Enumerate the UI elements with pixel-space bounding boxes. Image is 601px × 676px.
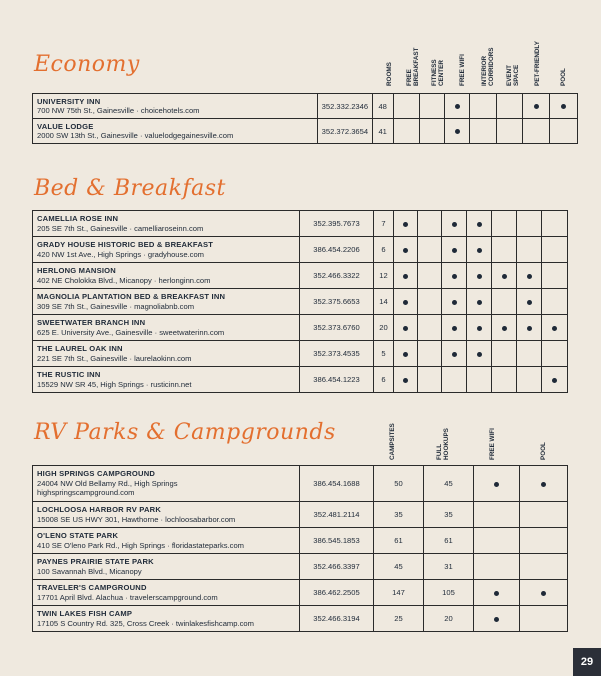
col-fitness-center: FITNESS CENTER	[431, 59, 445, 86]
amenity-cell	[470, 119, 497, 144]
amenity-cell	[470, 94, 497, 119]
amenity-cell	[520, 502, 568, 528]
phone-cell: 352.372.3654	[317, 119, 372, 144]
amenity-cell	[394, 237, 418, 263]
amenity-dot-icon	[403, 378, 408, 383]
amenity-cell	[520, 466, 568, 502]
amenity-cell	[497, 119, 523, 144]
amenity-cell	[474, 466, 520, 502]
amenity-cell	[442, 289, 467, 315]
property-address: 625 E. University Ave., Gainesville · sweetwaterinn.com	[37, 327, 225, 337]
phone-cell: 352.466.3397	[300, 554, 374, 580]
property-address: 15008 SE US HWY 301, Hawthorne · lochloosabarbor.com	[37, 514, 236, 524]
page-number: 29	[573, 648, 601, 676]
amenity-cell	[520, 606, 568, 632]
property-name: O'LENO STATE PARK	[37, 531, 119, 540]
amenity-cell	[542, 263, 568, 289]
col-event-space: EVENT SPACE	[506, 64, 520, 86]
table-row	[33, 315, 568, 341]
amenity-cell	[517, 367, 542, 393]
phone-cell: 352.481.2114	[300, 502, 374, 528]
property-address: 100 Savannah Blvd., Micanopy	[37, 566, 142, 576]
amenity-cell	[394, 289, 418, 315]
amenity-dot-icon	[455, 129, 460, 134]
property-address: 24004 NW Old Bellamy Rd., High Springs	[37, 478, 178, 488]
amenity-cell	[474, 554, 520, 580]
campsites-cell: 35	[374, 502, 424, 528]
amenity-dot-icon	[494, 617, 499, 622]
amenity-cell	[394, 367, 418, 393]
amenity-dot-icon	[534, 104, 539, 109]
amenity-cell	[467, 341, 492, 367]
hookups-cell: 45	[424, 466, 474, 502]
hookups-cell: 20	[424, 606, 474, 632]
rooms-cell: 41	[372, 119, 393, 144]
amenity-cell	[420, 119, 445, 144]
property-name: PAYNES PRAIRIE STATE PARK	[37, 557, 154, 566]
property-name-cell	[33, 554, 300, 580]
table-row	[33, 528, 568, 554]
amenity-cell	[418, 367, 442, 393]
amenity-cell	[394, 211, 418, 237]
amenity-dot-icon	[552, 378, 557, 383]
table-row	[33, 119, 578, 144]
amenity-cell	[542, 341, 568, 367]
rooms-cell: 6	[374, 367, 394, 393]
hookups-cell: 31	[424, 554, 474, 580]
amenity-dot-icon	[552, 326, 557, 331]
phone-cell: 386.545.1853	[300, 528, 374, 554]
amenity-cell	[474, 606, 520, 632]
property-website: highspringscampground.com	[37, 488, 135, 498]
amenity-cell	[467, 367, 492, 393]
amenity-dot-icon	[403, 222, 408, 227]
amenity-cell	[442, 237, 467, 263]
campsites-cell: 45	[374, 554, 424, 580]
amenity-dot-icon	[561, 104, 566, 109]
property-address: 700 NW 75th St., Gainesville · choicehotels.com	[37, 106, 200, 115]
amenity-cell	[517, 289, 542, 315]
property-name-cell	[33, 367, 300, 393]
property-name: CAMELLIA ROSE INN	[37, 214, 119, 223]
amenity-cell	[520, 580, 568, 606]
phone-cell: 352.373.6760	[300, 315, 374, 341]
property-name-cell	[33, 289, 300, 315]
amenity-dot-icon	[477, 326, 482, 331]
amenity-dot-icon	[452, 274, 457, 279]
property-name-cell	[33, 211, 300, 237]
amenity-dot-icon	[477, 222, 482, 227]
amenity-cell	[418, 341, 442, 367]
amenity-dot-icon	[477, 352, 482, 357]
amenity-cell	[445, 94, 470, 119]
amenity-dot-icon	[403, 326, 408, 331]
property-name: TWIN LAKES FISH CAMP	[37, 609, 133, 618]
property-address: 221 SE 7th St., Gainesville · laurelaokinn.com	[37, 353, 192, 363]
property-name: THE LAUREL OAK INN	[37, 344, 123, 353]
table-row	[33, 502, 568, 528]
table-row	[33, 341, 568, 367]
property-name-cell	[33, 341, 300, 367]
property-address: 309 SE 7th St., Gainesville · magnoliabnb.com	[37, 301, 195, 311]
amenity-cell	[394, 315, 418, 341]
rooms-cell: 7	[374, 211, 394, 237]
property-name-cell	[33, 606, 300, 632]
amenity-dot-icon	[541, 591, 546, 596]
phone-cell: 386.454.1688	[300, 466, 374, 502]
amenity-dot-icon	[452, 326, 457, 331]
amenity-cell	[497, 94, 523, 119]
table-row	[33, 263, 568, 289]
phone-cell: 352.395.7673	[300, 211, 374, 237]
amenity-cell	[542, 211, 568, 237]
amenity-cell	[442, 315, 467, 341]
amenity-cell	[442, 211, 467, 237]
amenity-cell	[492, 367, 517, 393]
amenity-dot-icon	[527, 300, 532, 305]
amenity-cell	[474, 528, 520, 554]
property-name-cell	[33, 94, 318, 119]
phone-cell: 352.375.6653	[300, 289, 374, 315]
property-name: LOCHLOOSA HARBOR RV PARK	[37, 505, 162, 514]
amenity-dot-icon	[494, 591, 499, 596]
property-name: MAGNOLIA PLANTATION BED & BREAKFAST INN	[37, 292, 226, 301]
col-free-wifi: FREE WIFI	[459, 54, 466, 86]
property-name-cell	[33, 466, 300, 502]
table-row	[33, 580, 568, 606]
campsites-cell: 147	[374, 580, 424, 606]
rooms-cell: 14	[374, 289, 394, 315]
phone-cell: 352.373.4535	[300, 341, 374, 367]
amenity-cell	[523, 119, 550, 144]
table-row	[33, 211, 568, 237]
amenity-cell	[492, 289, 517, 315]
property-name: HIGH SPRINGS CAMPGROUND	[37, 469, 156, 479]
amenity-cell	[420, 94, 445, 119]
property-address: 205 SE 7th St., Gainesville · camelliaroseinn.com	[37, 223, 204, 233]
amenity-cell	[442, 263, 467, 289]
rv-title: RV Parks & Campgrounds	[34, 420, 336, 445]
rooms-cell: 5	[374, 341, 394, 367]
col-pool: POOL	[560, 68, 567, 86]
amenity-cell	[517, 237, 542, 263]
property-name: UNIVERSITY INN	[37, 96, 101, 106]
economy-title: Economy	[34, 52, 140, 77]
property-name: GRADY HOUSE HISTORIC BED & BREAKFAST	[37, 240, 214, 249]
amenity-dot-icon	[527, 326, 532, 331]
amenity-cell	[492, 237, 517, 263]
phone-cell: 386.454.2206	[300, 237, 374, 263]
bnb-title: Bed & Breakfast	[34, 176, 226, 201]
col-campsites: CAMPSITES	[389, 423, 396, 460]
amenity-cell	[549, 94, 577, 119]
amenity-cell	[467, 289, 492, 315]
amenity-cell	[492, 263, 517, 289]
amenity-dot-icon	[403, 352, 408, 357]
col-interior-corridors: INTERIOR CORRIDORS	[481, 47, 495, 86]
table-row	[33, 466, 568, 502]
col-pet-friendly: PET-FRIENDLY	[534, 41, 541, 86]
amenity-cell	[517, 341, 542, 367]
amenity-cell	[492, 211, 517, 237]
amenity-dot-icon	[477, 248, 482, 253]
property-name-cell	[33, 263, 300, 289]
phone-cell: 386.462.2505	[300, 580, 374, 606]
table-row	[33, 367, 568, 393]
rooms-cell: 48	[372, 94, 393, 119]
campsites-cell: 61	[374, 528, 424, 554]
table-row	[33, 606, 568, 632]
amenity-dot-icon	[403, 300, 408, 305]
amenity-cell	[418, 211, 442, 237]
property-address: 2000 SW 13th St., Gainesville · valuelodgegainesville.com	[37, 131, 234, 140]
amenity-cell	[523, 94, 550, 119]
amenity-cell	[549, 119, 577, 144]
property-address: 17701 April Blvd. Alachua · travelerscampground.com	[37, 592, 218, 602]
amenity-dot-icon	[403, 248, 408, 253]
amenity-cell	[474, 502, 520, 528]
amenity-cell	[445, 119, 470, 144]
amenity-dot-icon	[452, 248, 457, 253]
amenity-cell	[517, 211, 542, 237]
hookups-cell: 61	[424, 528, 474, 554]
table-row	[33, 289, 568, 315]
amenity-cell	[467, 315, 492, 341]
amenity-cell	[542, 367, 568, 393]
amenity-dot-icon	[477, 274, 482, 279]
campsites-cell: 25	[374, 606, 424, 632]
amenity-cell	[442, 367, 467, 393]
amenity-dot-icon	[502, 326, 507, 331]
amenity-cell	[393, 119, 420, 144]
phone-cell: 352.466.3322	[300, 263, 374, 289]
amenity-cell	[393, 94, 420, 119]
amenity-cell	[467, 263, 492, 289]
amenity-dot-icon	[527, 274, 532, 279]
phone-cell: 352.466.3194	[300, 606, 374, 632]
amenity-cell	[418, 263, 442, 289]
col-rv-pool: POOL	[540, 442, 547, 460]
property-name: THE RUSTIC INN	[37, 370, 101, 379]
rooms-cell: 20	[374, 315, 394, 341]
amenity-dot-icon	[541, 482, 546, 487]
rooms-cell: 12	[374, 263, 394, 289]
col-full-hookups: FULL HOOKUPS	[436, 428, 450, 460]
campsites-cell: 50	[374, 466, 424, 502]
rv-table	[32, 465, 568, 632]
economy-table	[32, 93, 578, 144]
amenity-cell	[520, 528, 568, 554]
amenity-cell	[394, 263, 418, 289]
amenity-dot-icon	[452, 300, 457, 305]
property-name: HERLONG MANSION	[37, 266, 116, 275]
amenity-cell	[542, 237, 568, 263]
property-address: 15529 NW SR 45, High Springs · rusticinn.net	[37, 379, 192, 389]
table-row	[33, 94, 578, 119]
amenity-dot-icon	[477, 300, 482, 305]
amenity-cell	[492, 315, 517, 341]
amenity-dot-icon	[452, 352, 457, 357]
property-name-cell	[33, 315, 300, 341]
amenity-dot-icon	[455, 104, 460, 109]
amenity-cell	[418, 315, 442, 341]
property-name: VALUE LODGE	[37, 121, 94, 131]
amenity-cell	[418, 237, 442, 263]
table-row	[33, 554, 568, 580]
table-row	[33, 237, 568, 263]
hookups-cell: 105	[424, 580, 474, 606]
amenity-cell	[467, 211, 492, 237]
amenity-cell	[542, 315, 568, 341]
property-address: 17105 S Country Rd. 325, Cross Creek · twinlakesfishcamp.com	[37, 618, 254, 628]
property-name-cell	[33, 502, 300, 528]
property-name-cell	[33, 528, 300, 554]
property-address: 402 NE Cholokka Blvd., Micanopy · herlonginn.com	[37, 275, 211, 285]
col-rv-free-wifi: FREE WIFI	[489, 428, 496, 460]
property-name: TRAVELER'S CAMPGROUND	[37, 583, 147, 592]
amenity-dot-icon	[502, 274, 507, 279]
amenity-dot-icon	[494, 482, 499, 487]
amenity-cell	[442, 341, 467, 367]
property-name: SWEETWATER BRANCH INN	[37, 318, 146, 327]
amenity-cell	[542, 289, 568, 315]
phone-cell: 386.454.1223	[300, 367, 374, 393]
amenity-cell	[517, 315, 542, 341]
property-name-cell	[33, 119, 318, 144]
amenity-dot-icon	[452, 222, 457, 227]
phone-cell: 352.332.2346	[317, 94, 372, 119]
col-free-breakfast: FREE BREAKFAST	[406, 47, 420, 86]
amenity-cell	[418, 289, 442, 315]
rooms-cell: 6	[374, 237, 394, 263]
property-name-cell	[33, 580, 300, 606]
property-name-cell	[33, 237, 300, 263]
amenity-cell	[467, 237, 492, 263]
amenity-dot-icon	[403, 274, 408, 279]
amenity-cell	[520, 554, 568, 580]
amenity-cell	[394, 341, 418, 367]
hookups-cell: 35	[424, 502, 474, 528]
col-rooms: ROOMS	[386, 62, 393, 86]
amenity-cell	[517, 263, 542, 289]
bnb-table	[32, 210, 568, 393]
property-address: 410 SE O'leno Park Rd., High Springs · floridastateparks.com	[37, 540, 244, 550]
property-address: 420 NW 1st Ave., High Springs · gradyhouse.com	[37, 249, 205, 259]
amenity-cell	[492, 341, 517, 367]
amenity-cell	[474, 580, 520, 606]
